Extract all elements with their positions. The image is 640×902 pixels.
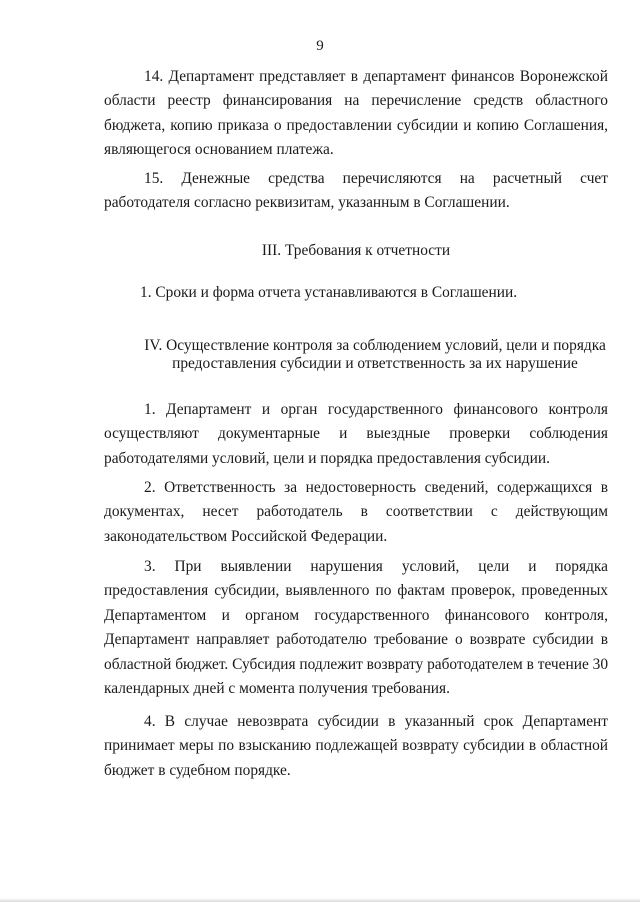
section-3-heading: III. Требования к отчетности [261, 242, 451, 259]
paragraph-15-block [104, 167, 608, 216]
section-3-item-1: 1. Сроки и форма отчета устанавливаются в Соглашении. [140, 284, 518, 301]
paragraph-15: 15. Денежные средства перечисляются на расчетный счет работодателя согласно реквизитам, указанным в Соглашении. [104, 170, 608, 212]
scan-edge-shadow [0, 898, 640, 902]
section-4-paragraph-1-block [104, 398, 608, 471]
section-4-paragraph-2-block [104, 476, 608, 549]
section-4-paragraph-3-block [104, 555, 608, 701]
section-4-paragraph-4: 4. В случае невозврата субсидии в указанный срок Департамент принимает меры по взысканию подлежащей возврату субсидии в областной бюджет в судебном порядке. [104, 713, 608, 779]
page-number: 9 [316, 38, 324, 54]
section-4-paragraph-4-block [104, 710, 608, 783]
section-4-paragraph-2: 2. Ответственность за недостоверность сведений, содержащихся в документах, несет работодатель в соответствии с действующим законодательством Российской Федерации. [104, 479, 608, 545]
paragraph-14: 14. Департамент представляет в департамент финансов Воронежской области реестр финансирования на перечисление средств областного бюджета, копию приказа о предоставлении субсидии и копию Соглашения, являющегося основанием платежа. [104, 68, 608, 159]
section-4-paragraph-3: 3. При выявлении нарушения условий, цели и порядка предоставления субсидии, выявленного по фактам проверок, проведенных Департаментом и органом государственного финансового контроля, Департамент направляет работодателю требование о возврате субсидии в областной бюджет. Субсидия подлежит возврату работодателем в течение 30 календарных дней с момента получения требования. [104, 558, 609, 698]
section-4-paragraph-1: 1. Департамент и орган государственного финансового контроля осуществляют документарные и выездные проверки соблюдения работодателями условий, цели и порядка предоставления субсидии. [104, 401, 608, 467]
section-4-heading: IV. Осуществление контроля за соблюдением условий, цели и порядка предоставления субсидии и ответственность за их нарушение [144, 337, 606, 372]
paragraph-14-block [104, 65, 608, 163]
